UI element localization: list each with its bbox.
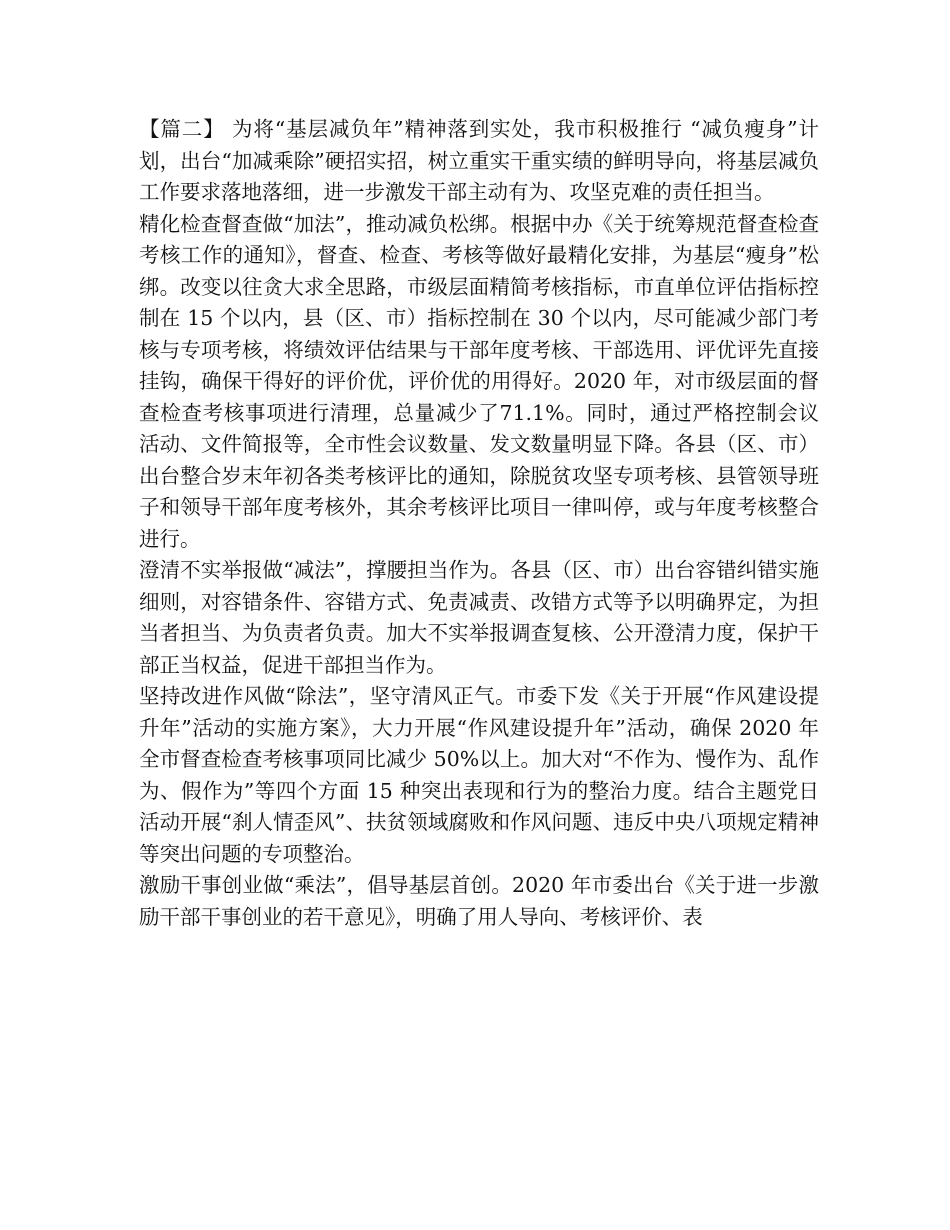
paragraph-subtraction: 澄清不实举报做“减法”，撑腰担当作为。各县（区、市）出台容错纠错实施细则，对容错条件、容错方式、免责减责、改错方式等予以明确界定，为担当者担当、为负责者负责。加大不实举报调查复核、公开澄清力度，保护干部正当权益，促进干部担当作为。: [139, 558, 819, 677]
paragraph-division: 坚持改进作风做“除法”，坚守清风正气。市委下发《关于开展“作风建设提升年”活动的实施方案》，大力开展“作风建设提升年”活动，确保 2020 年全市督查检查考核事项同比减少 50%以上。加大对“不作为、慢作为、乱作为、假作为”等四个方面 15 种突出表现和行为的整治力度。结合主题党日活动开展“刹人情歪风”、扶贫领域腐败和作风问题、违反中央八项规定精神等突出问题的专项整治。: [139, 684, 819, 866]
paragraph-addition: 精化检查督查做“加法”，推动减负松绑。根据中办《关于统筹规范督查检查考核工作的通知》，督查、检查、考核等做好最精化安排，为基层“瘦身”松绑。改变以往贪大求全思路，市级层面精简考核指标，市直单位评估指标控制在 15 个以内，县（区、市）指标控制在 30 个以内，尽可能减少部门考核与专项考核，将绩效评估结果与干部年度考核、干部选用、评优评先直接挂钩，确保干得好的评价优，评价优的用得好。2020 年，对市级层面的督查检查考核事项进行清理，总量减少了71.1%。同时，通过严格控制会议活动、文件简报等，全市性会议数量、发文数量明显下降。各县（区、市）出台整合岁末年初各类考核评比的通知，除脱贫攻坚专项考核、县管领导班子和领导干部年度考核外，其余考核评比项目一律叫停，或与年度考核整合进行。: [139, 211, 819, 551]
paragraph-multiplication: 激励干事创业做“乘法”，倡导基层首创。2020 年市委出台《关于进一步激励干部干事创业的若干意见》，明确了用人导向、考核评价、表: [139, 873, 819, 929]
document-page: [139, 114, 819, 933]
paragraph-intro: 【篇二】 为将“基层减负年”精神落到实处，我市积极推行 “减负瘦身”计划，出台“加减乘除”硬招实招，树立重实干重实绩的鲜明导向，将基层减负工作要求落地落细，进一步激发干部主动有为、攻坚克难的责任担当。: [139, 117, 819, 204]
